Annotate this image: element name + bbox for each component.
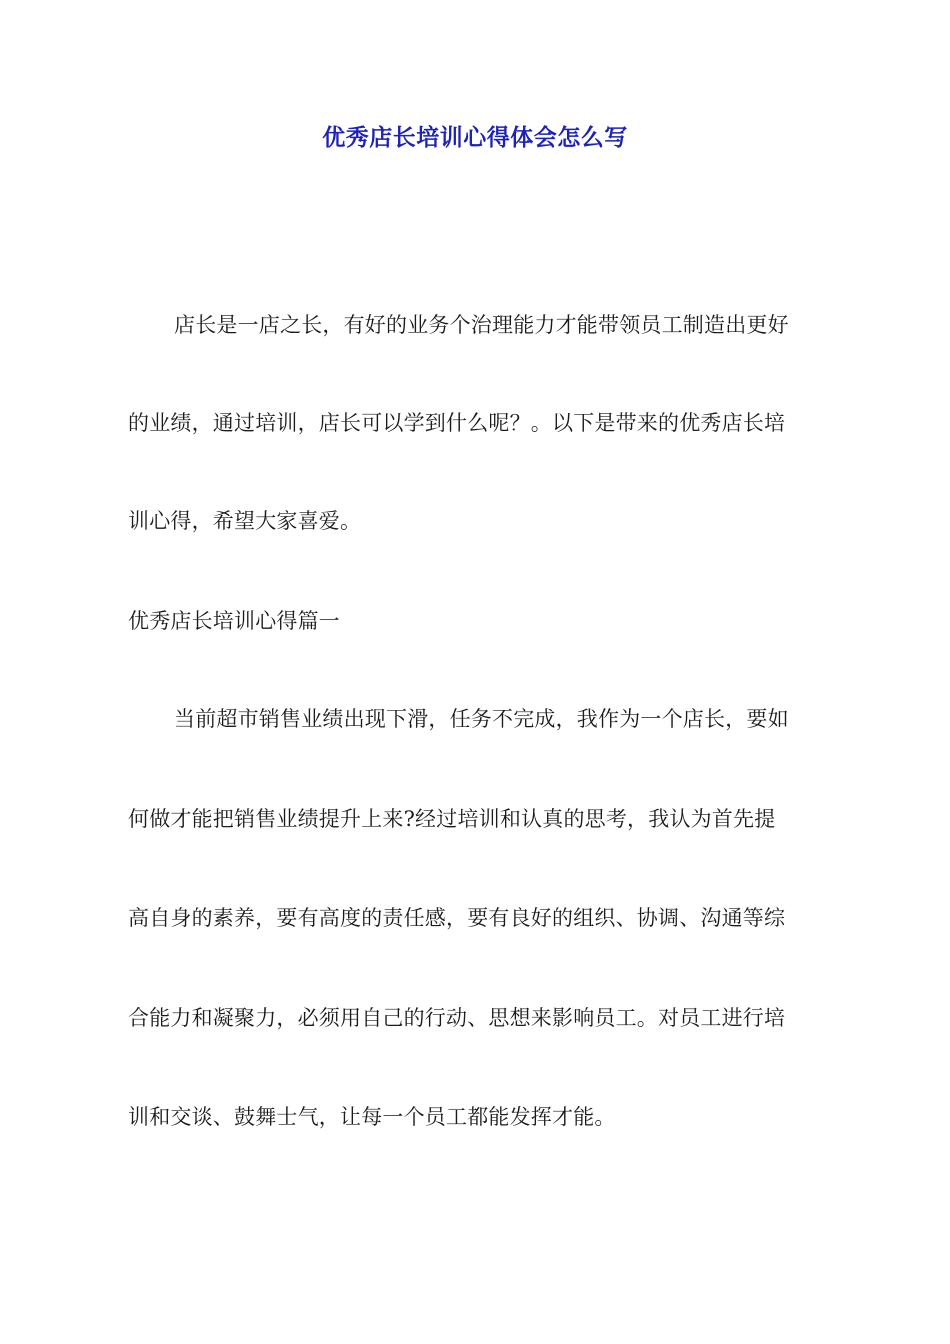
body-paragraph-line: 合能力和凝聚力，必须用自己的行动、思想来影响员工。对员工进行培: [128, 1006, 786, 1030]
body-paragraph-line: 高自身的素养，要有高度的责任感，要有良好的组织、协调、沟通等综: [128, 906, 786, 930]
body-paragraph-line: 训和交谈、鼓舞士气，让每一个员工都能发挥才能。: [128, 1105, 616, 1129]
body-paragraph-line: 当前超市销售业绩出现下滑，任务不完成，我作为一个店长，要如: [174, 707, 789, 731]
intro-paragraph-line: 店长是一店之长，有好的业务个治理能力才能带领员工制造出更好: [174, 313, 789, 337]
intro-paragraph-line: 训心得，希望大家喜爱。: [128, 509, 362, 533]
body-paragraph-line: 何做才能把销售业绩提升上来?经过培训和认真的思考，我认为首先提: [128, 807, 776, 831]
section-heading: 优秀店长培训心得篇一: [128, 609, 340, 633]
intro-paragraph-line: 的业绩，通过培训，店长可以学到什么呢？。以下是带来的优秀店长培: [128, 411, 786, 435]
document-title: 优秀店长培训心得体会怎么写: [322, 125, 628, 151]
